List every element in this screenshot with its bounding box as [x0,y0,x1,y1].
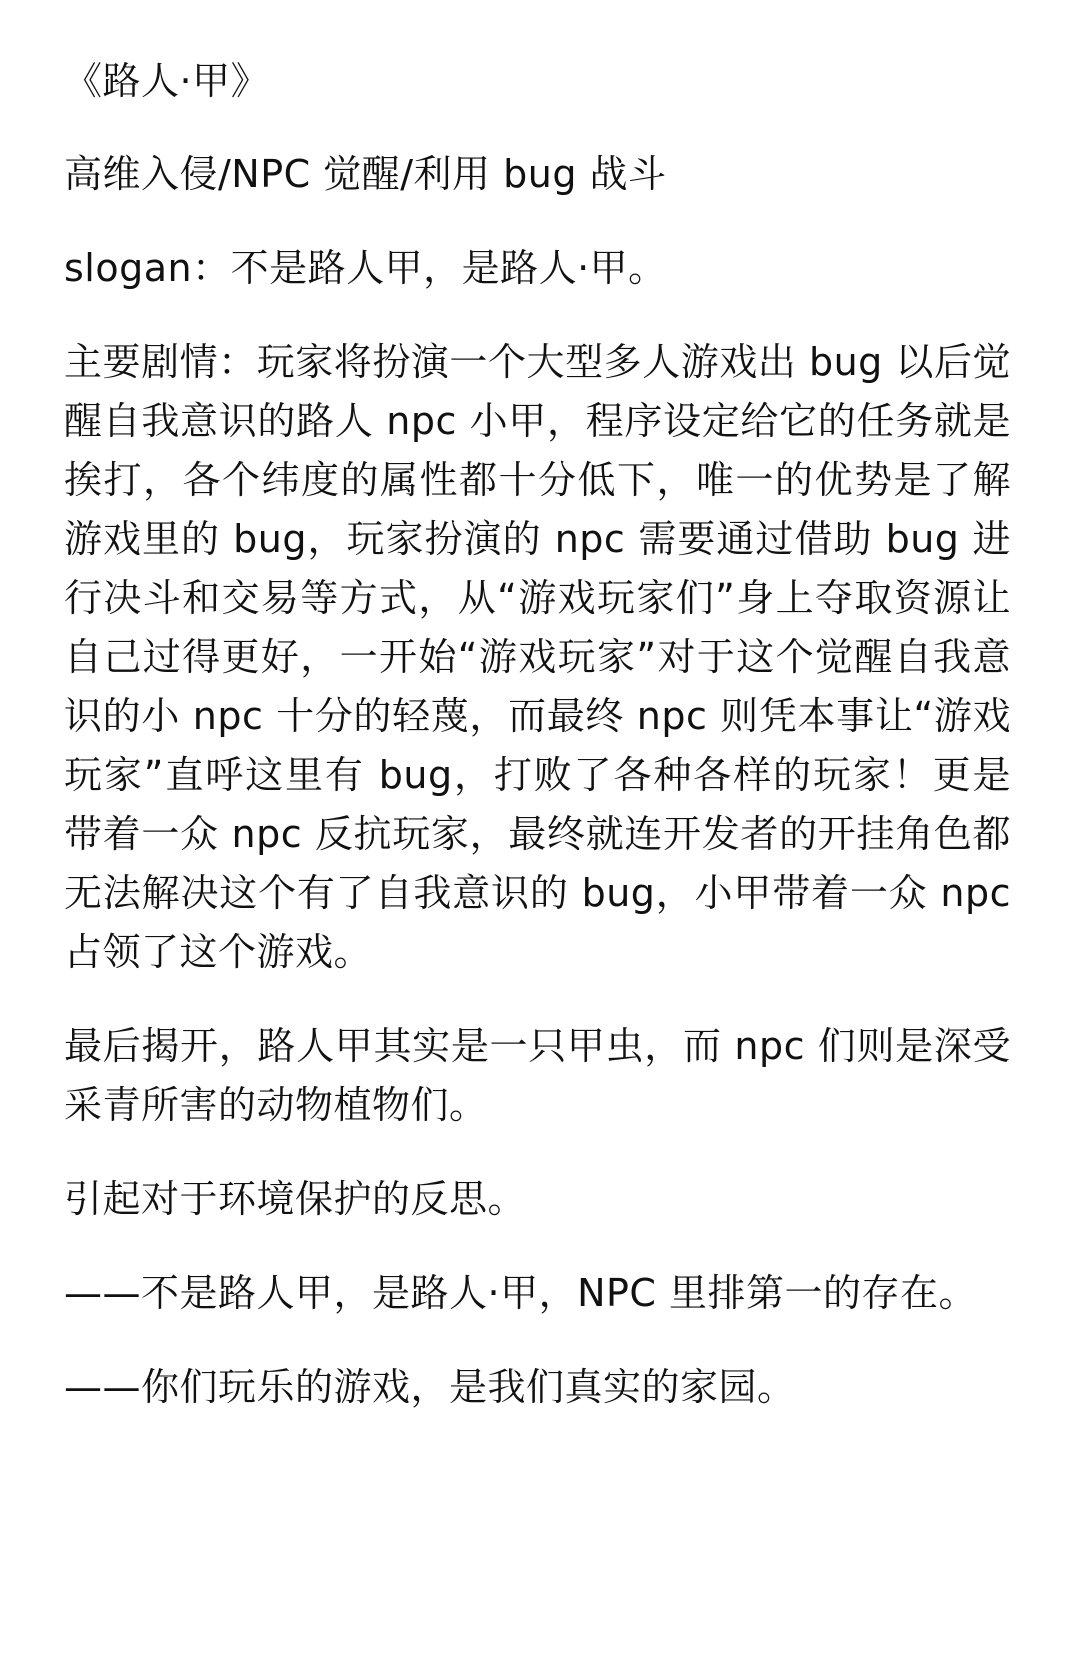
quote-paragraph-1: ——不是路人甲，是路人·甲，NPC 里排第一的存在。 [64,1271,978,1315]
reveal-paragraph: 最后揭开，路人甲其实是一只甲虫，而 npc 们则是深受采青所害的动物植物们。 [64,1024,1011,1127]
quote-paragraph-2: ——你们玩乐的游戏，是我们真实的家园。 [64,1365,796,1409]
document-title: 《路人·甲》 [64,59,270,103]
reflection-paragraph: 引起对于环境保护的反思。 [64,1177,527,1221]
genre-tags: 高维入侵/NPC 觉醒/利用 bug 战斗 [64,152,667,196]
slogan-paragraph: slogan：不是路人甲，是路人·甲。 [64,246,667,290]
plot-paragraph: 主要剧情：玩家将扮演一个大型多人游戏出 bug 以后觉醒自我意识的路人 npc 小甲，程序设定给它的任务就是挨打，各个纬度的属性都十分低下，唯一的优势是了解游戏里的 bug，玩家扮演的 npc 需要通过借助 bug 进行决斗和交易等方式，从“游戏玩家们”身上夺取资源让自己过得更好，一开始“游戏玩家”对于这个觉醒自我意识的小 npc 十分的轻蔑，而最终 npc 则凭本事让“游戏玩家”直呼这里有 bug，打败了各种各样的玩家！更是带着一众 npc 反抗玩家，最终就连开发者的开挂角色都无法解决这个有了自我意识的 bug，小甲带着一众 npc 占领了这个游戏。 [64,340,1011,974]
